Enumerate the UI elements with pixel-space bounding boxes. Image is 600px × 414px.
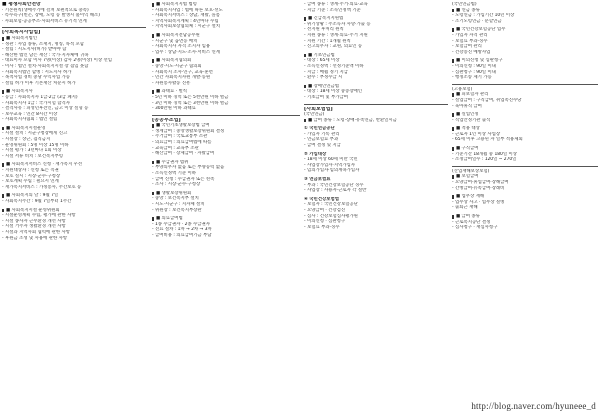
numbered-heading: ② 가입대상 [304, 151, 327, 157]
note-line: (국민연금법) [452, 2, 477, 7]
note-line: - 재가복지서비스 : 가정봉사, 주간보호 등 [2, 184, 82, 190]
topic-heading: ■ 사회복지협의회 [152, 58, 300, 64]
blog-url-watermark: http://blog.naver.com/hyuneee_d [471, 401, 596, 411]
topic-heading: ■ 보험급여 [452, 174, 598, 180]
topic-heading: ■ 사회복지시설 운영위원회 [2, 208, 146, 214]
note-line: - 시설 거주자 생활환경 개선 사항 [2, 224, 66, 230]
numbered-heading: ③ 연금보험료 [304, 177, 331, 183]
note-line: - 사회복지주간 : 9월 7일부터 1주간 [2, 199, 72, 204]
section-divider [452, 166, 598, 167]
topic-heading: ■ 업무상 재해 [452, 194, 598, 200]
note-line: - 의료급여 : 의료급여법에 따름 [152, 140, 212, 146]
note-line: - 설립 허가 이후 기본재산 처분시 허가 [2, 80, 76, 86]
note-line: - 급여 종류 : 생계·주거·의료·교육 [304, 2, 368, 7]
note-line: - 주거급여 : 국토교통부 소관 [152, 134, 208, 140]
note-line: - 보험료 부과·징수 [304, 224, 340, 230]
note-line: - 위기상황 : 주소득자 사망·가출 등 [304, 21, 371, 27]
note-line: - 이의신청 : 90일 이내 [452, 63, 496, 69]
note-line: · 특수욕구(빈곤, 장애, 노령 등 발생시 불이익 해소) [2, 13, 100, 19]
note-line: - 간병급여·유족급여·장례비 [452, 185, 505, 191]
note-line: - 자원봉사활동 진흥 [152, 80, 191, 86]
note-line: - 지원 기간 : 1개월 원칙 [304, 38, 351, 44]
note-line: - 운영위원회 : 5명 이상 15명 이하 [2, 142, 69, 148]
note-line: - 급여 신청 : 수급권자 또는 친족 [152, 176, 215, 182]
note-line: - 지역사회보장협의체 : 시군구 설치 [152, 24, 221, 30]
note-line: (산업재해보상보험) [452, 168, 490, 174]
topic-heading: ■ 적용 대상 [452, 126, 598, 132]
topic-heading: ■ 의료급여법 [152, 216, 300, 222]
note-line: - 대상 : 18세 이상 중증장애인 [304, 89, 363, 95]
note-line: - 실업급여 : 구직급여, 취업촉진수당 [452, 97, 522, 103]
note-line: - 정관 : 사업 종류, 소재지, 명칭, 목적 포함 [2, 41, 85, 47]
topic-heading: ■ 국민기초생활보장법 급여 [152, 123, 300, 129]
topic-heading: ■ 사회복지법인 [2, 36, 146, 42]
topic-heading: ■ 생활보장위원회 [152, 191, 300, 197]
topic-heading: ■ 사회복지의 날 : 9월 7일 [2, 193, 146, 199]
note-line: - 설립 : 시도지사(허가) 받아야 함 [2, 47, 67, 53]
note-line: - 목적사업 경비 충당 수익사업 가능 [2, 75, 70, 81]
note-line: - 업무상 사고 · 업무상 질병 [452, 199, 505, 205]
note-line: - 지급 기준 : 소득인정액 기준 [304, 7, 361, 13]
note-line: - 임의가입자·임의계속가입자 [304, 168, 360, 174]
topic-heading: ■ 사회복지사 [2, 89, 146, 95]
note-line: - 시도·시군구 : 지자체 설치 [152, 202, 205, 207]
notes-column-1 [2, 2, 146, 412]
section-divider [304, 104, 448, 105]
note-line: - 선지원 후처리 원칙 [304, 27, 344, 33]
note-line: - 300만원 이하 과태료 [152, 106, 196, 112]
notes-column-3 [304, 2, 448, 412]
topic-heading: ■ 긴급복지지원법 [304, 16, 448, 22]
note-line: - 이사 : 법인 설치·사회복지시설 장 겸임 못함 [2, 63, 89, 69]
note-line: - 3년 이하 징역 또는 3천만원 이하 벌금 [152, 100, 229, 106]
note-line: - 육아휴직 급여 [452, 103, 482, 109]
note-line: - 사회복지 조사·연구, 교육·훈련 [152, 69, 213, 75]
topic-heading: ■ 실업인정 [452, 112, 598, 118]
note-line: - 소득인정액 : 선정기준액 이하 [304, 63, 364, 69]
note-line: - 대표이사 포함 이사 7명(이상) 감사 2명(이상) 이상 선임 [2, 58, 113, 64]
note-line: - 조기노령연금 · 분할연금 [452, 18, 502, 24]
note-line: - 보호계획 수립 : 필요시 연계 [2, 179, 59, 185]
note-line: - 환수 : 부정수급 시 [304, 75, 343, 81]
note-line: - 심사청구 · 재심사청구 [452, 225, 498, 231]
topic-heading: ■ 수급권자 범위 [152, 160, 300, 166]
note-line: - 중앙 : 보건복지부 설치 [152, 196, 199, 202]
note-line: - 시설장 : 상근, 겸직금지 [2, 137, 51, 143]
note-line: · 기본원칙(생애주기에 걸쳐 보편적으로 충족) [2, 7, 89, 13]
note-line: - 대상 : 65세 이상 [304, 58, 340, 64]
topic-heading: ■ 사회복지지법 법령 [152, 2, 300, 8]
topic-heading: ■ 장애인연금법 [304, 84, 448, 90]
note-line: - 65세 이후 고용된 자 일부 적용제외 [452, 137, 523, 143]
topic-heading: ■ 기초연금법 [304, 53, 448, 59]
note-line: - 시군구 및 읍면동 배치 [152, 38, 198, 44]
topic-heading: ■ 구직급여 [452, 146, 598, 152]
note-line: - 사회복지사업 : 법에 따른 보호·선도 [152, 7, 223, 13]
section-divider [452, 84, 598, 85]
note-line: - 업무 : 상담·지도·조사·서비스 연계 [152, 49, 220, 55]
topic-heading: ■ 사회복지전담공무원 [152, 33, 300, 39]
note-line: - 해산급여 · 장제급여 · 자활급여 [152, 151, 215, 157]
topic-heading: ■ 급여 종류 [452, 214, 598, 220]
topic-heading: ■ 피보험자 관리 [452, 92, 598, 98]
note-line: - 후원금 조성 및 사용에 관한 사항 [2, 235, 68, 241]
note-line: - 요양급여 · 건강검진 [304, 208, 346, 213]
topic-heading: ■ 이의신청 및 심판청구 [452, 58, 598, 64]
note-line: (국민연금) [304, 112, 325, 118]
note-line: - 진료 절차 : 1차 → 2차 → 3차 [152, 227, 212, 233]
note-line: - 출퇴근 재해 [452, 205, 478, 211]
chapter-heading: [사회보험법] [304, 106, 333, 112]
note-line: - 사회복지사 1급 : 국가시험 합격자 [2, 100, 70, 106]
note-line: - 지역사회복지계획 : 4년마다 수립 [152, 18, 219, 24]
note-line: - 시설과 지역사회 협력에 관한 사항 [2, 229, 70, 235]
section-divider [152, 115, 300, 116]
topic-heading: ■ 사회복지서비스 신청 · 재가복지 우선 [2, 162, 146, 168]
note-line: - 지급 : 매월 정기 지급 [304, 69, 348, 75]
topic-heading: ■ 급여 종류 : 노령·장애·유족연금, 반환일시금 [304, 118, 448, 124]
note-line: - 사회복지사협회 : 법인 설립 [2, 117, 58, 123]
note-line: (고용보험) [452, 86, 473, 92]
note-line: - 기초급여 및 부가급여 [304, 94, 348, 100]
section-title: ■ 평생사회안전망 [2, 2, 41, 7]
numbered-heading: ④ 국민건강보험법 [304, 196, 339, 202]
note-line: - 1종 수급권자 · 2종 수급권자 [152, 221, 210, 227]
note-line: - 보험료 부과·징수 [452, 38, 488, 44]
note-line: - 급여 결정 및 지급 [304, 143, 341, 149]
note-line: - 직업안정기관 출석 [452, 117, 491, 123]
note-line: - 이의신청 · 심판청구 [304, 219, 346, 225]
note-line: - 급여비용 : 의료급여기금 부담 [152, 232, 212, 238]
note-line: - 교육급여 : 교육부 소관 [152, 145, 199, 151]
note-line: - 근로복지공단 결정 [452, 219, 491, 225]
note-line: - 가입자 기록 관리 [304, 131, 340, 137]
note-line: - 사회복지법인 합병 : 시도지사 허가 [2, 69, 72, 75]
note-line: - 부과 : 국민건강보험공단 징수 [304, 182, 364, 188]
note-line: - 사업장 : 사용자·근로자 각 절반 [304, 188, 367, 194]
note-line: - 시설 서류 비치 : 보건복지부령 [2, 153, 63, 159]
note-line: - 심판청구 : 90일 이내 [452, 69, 496, 75]
note-line: - 지원대상자 : 신청 또는 직권 [2, 168, 59, 174]
note-line: - 사회복지사 자격 소지자 임용 [152, 44, 211, 50]
note-line: - 보호 실시 : 시장·군수·구청장 [2, 173, 61, 179]
notes-column-4 [452, 2, 598, 412]
note-line: - 보수교육 : 연간 8시간 이상 [2, 111, 58, 117]
note-line: - 시설 설치 : 시군구청장에게 신고 [2, 131, 68, 137]
note-line: - 소득인정액 기준 이하 [152, 171, 196, 177]
note-line: - 시설 종사자 근무환경 개선 사항 [2, 218, 66, 224]
note-line: - 조사 : 시장·군수·구청장 [152, 182, 201, 188]
note-line: - 가입자 자격 관리 [452, 32, 488, 38]
note-line: - 해산한 법인 남은 재산 : 국가·지자체에 귀속 [2, 52, 89, 58]
topic-heading: ■ 과태료 · 벌칙 [152, 89, 300, 95]
note-line: - 결격사유 : 피성년후견인, 금고 이상 실형 등 [2, 106, 89, 112]
note-line: - 지원 종류 : 생계·의료·주거 지원 [304, 32, 368, 38]
note-line: - 보험자 : 국민건강보험공단 [304, 202, 358, 208]
note-line: - 기준기간 18개월 중 180일 이상 [452, 151, 517, 157]
note-line: - 시설운영계획 수립, 평가에 관한 사항 [2, 213, 76, 219]
note-line: - 부양의무자 없음 또는 부양능력 없음 [152, 165, 225, 171]
note-line: - 사회복지서비스 : 상담, 재활, 돌봄 [152, 13, 220, 19]
note-line: - 시설 평가 : 3년마다 1회 이상 [2, 148, 62, 154]
note-line: - 소정급여일수 : 120일 ~ 270일 [452, 157, 517, 163]
note-line: - 근로자 1인 이상 사업장 [452, 131, 501, 137]
note-line: - 위원장 : 보건복지부장관 [152, 207, 202, 213]
note-line: - 사업장가입자·지역가입자 [304, 162, 356, 168]
topic-heading: ■ 연금 종류 [452, 8, 598, 14]
note-line: - 요양급여·휴업급여·장해급여 [452, 180, 509, 186]
numbered-heading: ① 국민연금공단 [304, 126, 335, 132]
note-line: - 18세 이상 60세 미만 국민 [304, 157, 358, 163]
section-divider [2, 27, 146, 28]
note-line: - 건강증진 예방사업 [452, 49, 491, 55]
note-line: - 민간 사회복지자원 개발·동원 [152, 75, 211, 81]
chapter-heading: [공공부조법] [152, 117, 181, 123]
note-line: - 보험급여 관리 [452, 44, 482, 50]
note-line: - 행정소송 제기 가능 [452, 75, 492, 81]
note-line: - 5년 이하 징역 또는 5천만원 이하 벌금 [152, 94, 229, 100]
note-line: - 중앙·시도·시군구 협의회 [152, 63, 202, 69]
topic-heading: ■ 국민건강보험공단 업무 [452, 27, 598, 33]
notes-column-2 [152, 2, 300, 412]
topic-heading: ■ 사회복지시설운영 [2, 126, 146, 132]
note-line: - 생계급여 : 중앙생활보장위원회 결정 [152, 128, 225, 134]
note-line: - 신고의무자 : 교원, 의료인 등 [304, 44, 363, 50]
note-line: · 사회보험·공공부조·사회서비스 유기적 연계 [2, 18, 87, 24]
note-line: - 심사 : 건강보험심사평가원 [304, 213, 358, 219]
chapter-heading: [사회복지사업법] [2, 30, 41, 36]
note-line: - 등급 : 사회복지사 1급·2급 (3급 폐지) [2, 94, 78, 100]
note-line: - 노령연금 : 가입기간 10년 이상 [452, 13, 515, 19]
note-line: - 연금보험료 부과 [304, 137, 339, 143]
